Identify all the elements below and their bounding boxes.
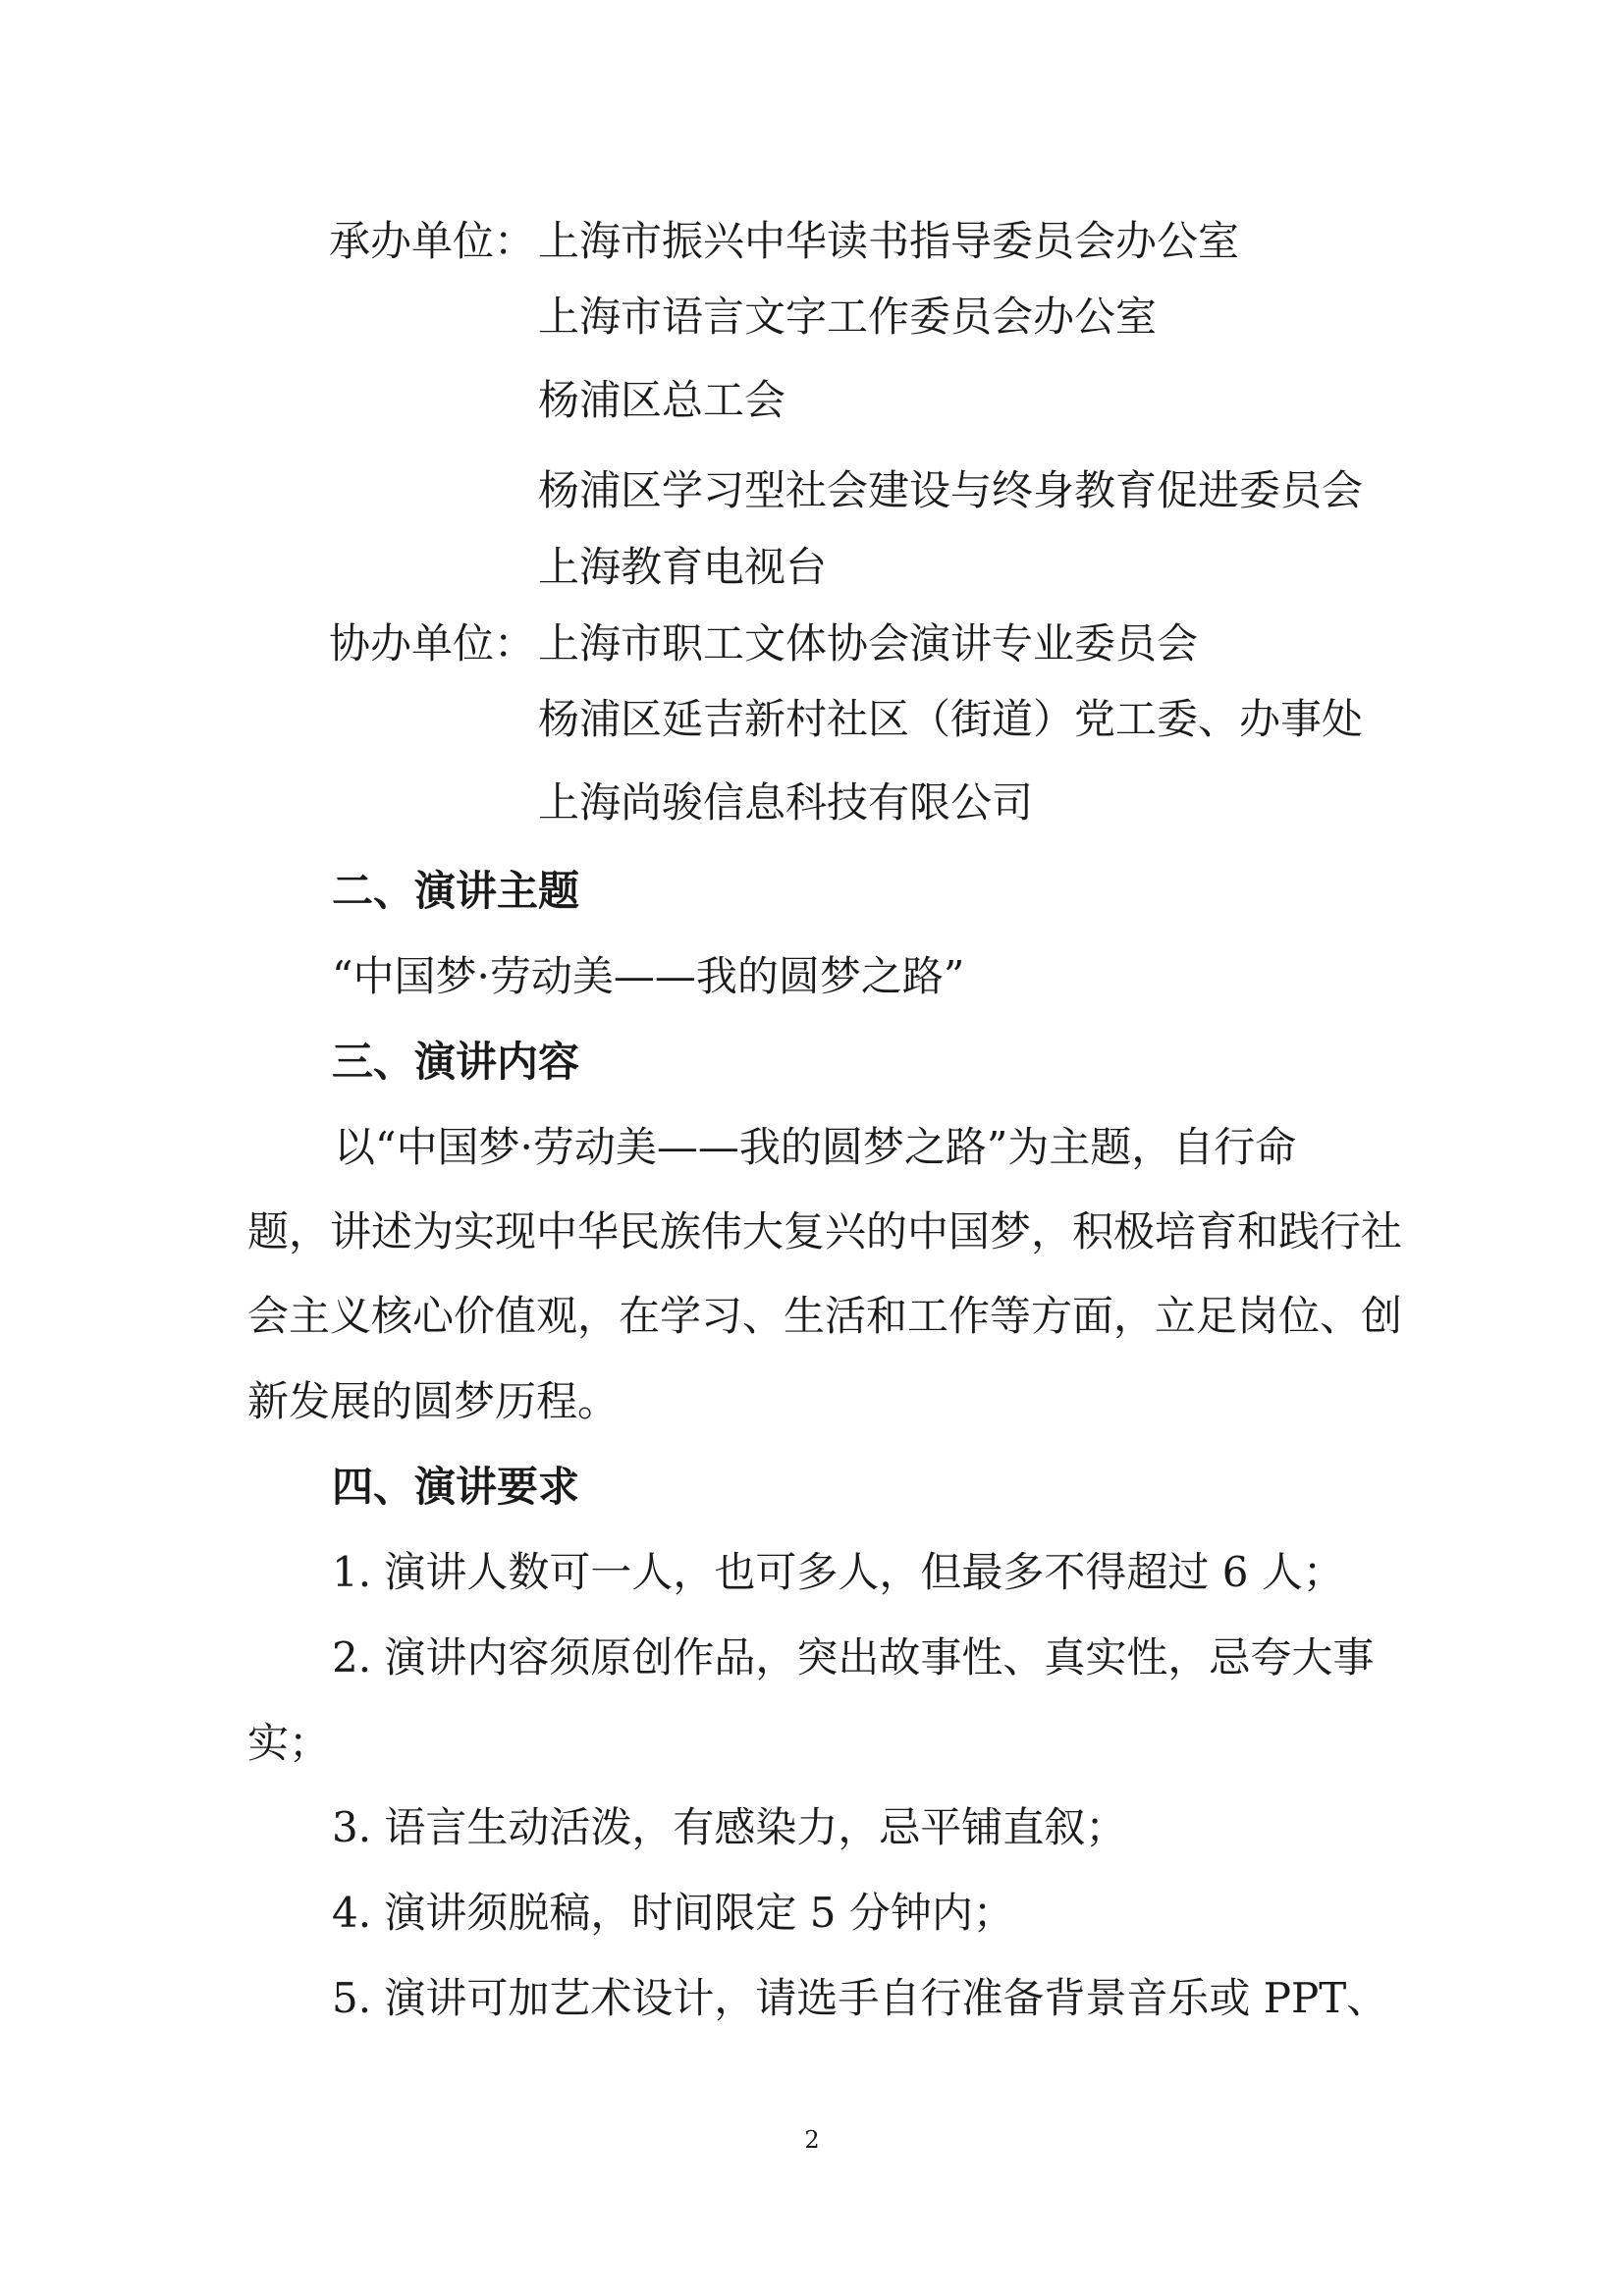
host-label: 承办单位： xyxy=(329,217,536,265)
host-unit: 杨浦区总工会 xyxy=(538,376,786,424)
page-number: 2 xyxy=(804,2126,820,2154)
co-unit: 上海尚骏信息科技有限公司 xyxy=(538,778,1034,827)
content-paragraph-line: 以“中国梦·劳动美——我的圆梦之路”为主题，自行命 xyxy=(334,1123,1297,1171)
requirement-item: 4. 演讲须脱稿，时间限定 5 分钟内； xyxy=(332,1889,1014,1937)
requirement-item: 5. 演讲可加艺术设计，请选手自行准备背景音乐或 PPT、 xyxy=(332,1974,1388,2022)
co-label: 协办单位： xyxy=(329,619,536,667)
theme-text: “中国梦·劳动美——我的圆梦之路” xyxy=(332,952,965,1000)
co-row-1 xyxy=(329,614,1198,673)
requirement-item: 1. 演讲人数可一人，也可多人，但最多不得超过 6 人； xyxy=(332,1548,1344,1596)
content-paragraph-line: 题，讲述为实现中华民族伟大复兴的中国梦，积极培育和践行社 xyxy=(247,1207,1403,1255)
section-heading-requirements: 四、演讲要求 xyxy=(332,1463,580,1511)
co-unit: 上海市职工文体协会演讲专业委员会 xyxy=(538,619,1199,667)
section-heading-content: 三、演讲内容 xyxy=(332,1038,580,1086)
host-unit: 上海教育电视台 xyxy=(538,543,828,591)
content-paragraph-line: 会主义核心价值观，在学习、生活和工作等方面，立足岗位、创 xyxy=(247,1292,1403,1340)
co-unit: 杨浦区延吉新村社区（街道）党工委、办事处 xyxy=(538,695,1364,743)
host-row-1 xyxy=(329,212,1239,271)
host-unit: 杨浦区学习型社会建设与终身教育促进委员会 xyxy=(538,466,1364,514)
host-unit: 上海市语言文字工作委员会办公室 xyxy=(538,293,1158,341)
requirement-item: 2. 演讲内容须原创作品，突出故事性、真实性，忌夸大事 xyxy=(332,1633,1375,1682)
requirement-item: 3. 语言生动活泼，有感染力，忌平铺直叙； xyxy=(332,1803,1127,1851)
requirement-item-continued: 实； xyxy=(247,1719,331,1767)
host-unit: 上海市振兴中华读书指导委员会办公室 xyxy=(538,217,1240,265)
section-heading-theme: 二、演讲主题 xyxy=(332,867,580,915)
content-paragraph-line: 新发展的圆梦历程。 xyxy=(247,1377,620,1425)
